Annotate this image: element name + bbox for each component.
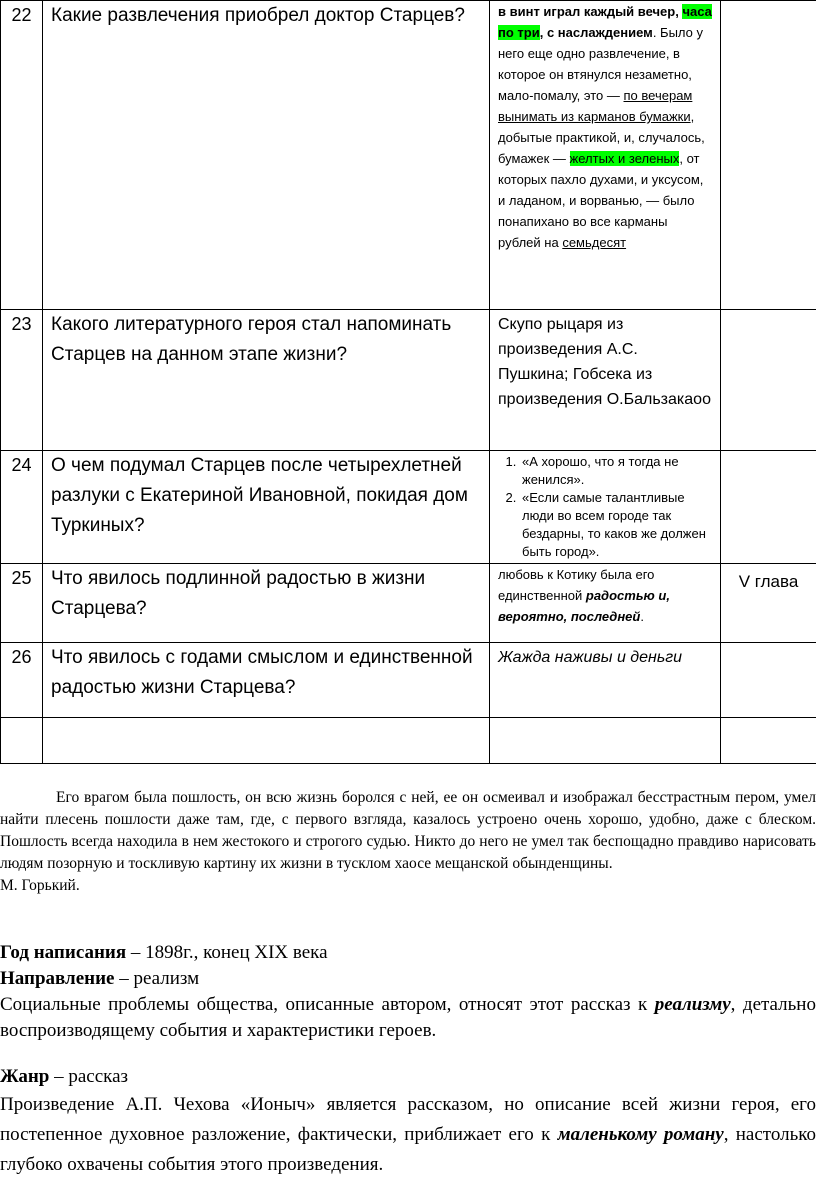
extra-cell	[721, 310, 816, 451]
answer-list-item: 1. «А хорошо, что я тогда не женился».	[520, 453, 712, 489]
table-row-empty	[1, 718, 816, 764]
row-number: 26	[1, 643, 43, 718]
question-cell: Что явилось с годами смыслом и единственной радостью жизни Старцева?	[43, 643, 490, 718]
table-row	[1, 451, 816, 564]
epigraph-quote	[0, 787, 816, 897]
answer-list-item: 2. «Если самые талантливые люди во всем городе так бездарны, то каков же должен быть город».	[520, 489, 712, 561]
row-number: 24	[1, 451, 43, 564]
answer-cell: Скупо рыцаря из произведения А.С. Пушкина; Гобсека из произведения О.Бальзакаоо	[490, 310, 721, 451]
quote-author: М. Горький.	[0, 877, 80, 894]
row-number: 22	[1, 1, 43, 310]
answer-cell: в винт играл каждый вечер, часа по три, с наслаждением. Было у него еще одно развлечение, в которое он втянулся незаметно, мало-помалу, это — по вечерам вынимать из карманов бумажки, добытые практикой, и, случалось, бумажек — желтых и зеленых, от которых пахло духами, и уксусом, и ладаном, и ворванью, — было понапихано во все карманы рублей на семьдесят	[490, 1, 721, 310]
genre-text: Произведение А.П. Чехова «Ионыч» является рассказом, но описание всей жизни героя, его постепенное духовное разложение, фактически, приближает его к маленькому роману, настолько глубоко охвачены события этого произведения.	[0, 1094, 816, 1175]
chapter-cell: V глава	[721, 564, 816, 643]
table-row	[1, 310, 816, 451]
table-row	[1, 643, 816, 718]
extra-cell	[721, 451, 816, 564]
table-row	[1, 564, 816, 643]
answer-cell: Жажда наживы и деньги	[490, 643, 721, 718]
direction-line: Направление – реализм	[0, 968, 200, 989]
answer-cell	[490, 451, 721, 564]
answer-cell: любовь к Котику была его единственной радостью и, вероятно, последней.	[490, 564, 721, 643]
question-cell: Какие развлечения приобрел доктор Старцев?	[43, 1, 490, 310]
direction-text: Социальные проблемы общества, описанные автором, относят этот рассказ к реализму, детально воспроизводящему события и характеристики героев.	[0, 994, 816, 1041]
table-row	[1, 1, 816, 310]
quote-text: Его врагом была пошлость, он всю жизнь боролся с ней, ее он осмеивал и изображал бесстрастным пером, умел найти плесень пошлости даже там, где, с первого взгляда, казалось устроено очень хорошо, удобно, даже с блеском. Пошлость всегда находила в нем жестокого и строгого судью. Никто до него не умел так беспощадно правдиво нарисовать людям позорную и тоскливую картину их жизни в тусклом хаосе мещанской обынденщины.	[0, 789, 816, 872]
year-line: Год написания – 1898г., конец XIX века	[0, 942, 328, 963]
extra-cell	[721, 643, 816, 718]
question-cell: Какого литературного героя стал напоминать Старцев на данном этапе жизни?	[43, 310, 490, 451]
question-cell: О чем подумал Старцев после четырехлетней разлуки с Екатериной Ивановной, покидая дом Туркиных?	[43, 451, 490, 564]
extra-cell	[721, 1, 816, 310]
question-cell: Что явилось подлинной радостью в жизни Старцева?	[43, 564, 490, 643]
genre-line: Жанр – рассказ	[0, 1066, 129, 1087]
row-number: 25	[1, 564, 43, 643]
story-info	[0, 940, 816, 1180]
row-number: 23	[1, 310, 43, 451]
